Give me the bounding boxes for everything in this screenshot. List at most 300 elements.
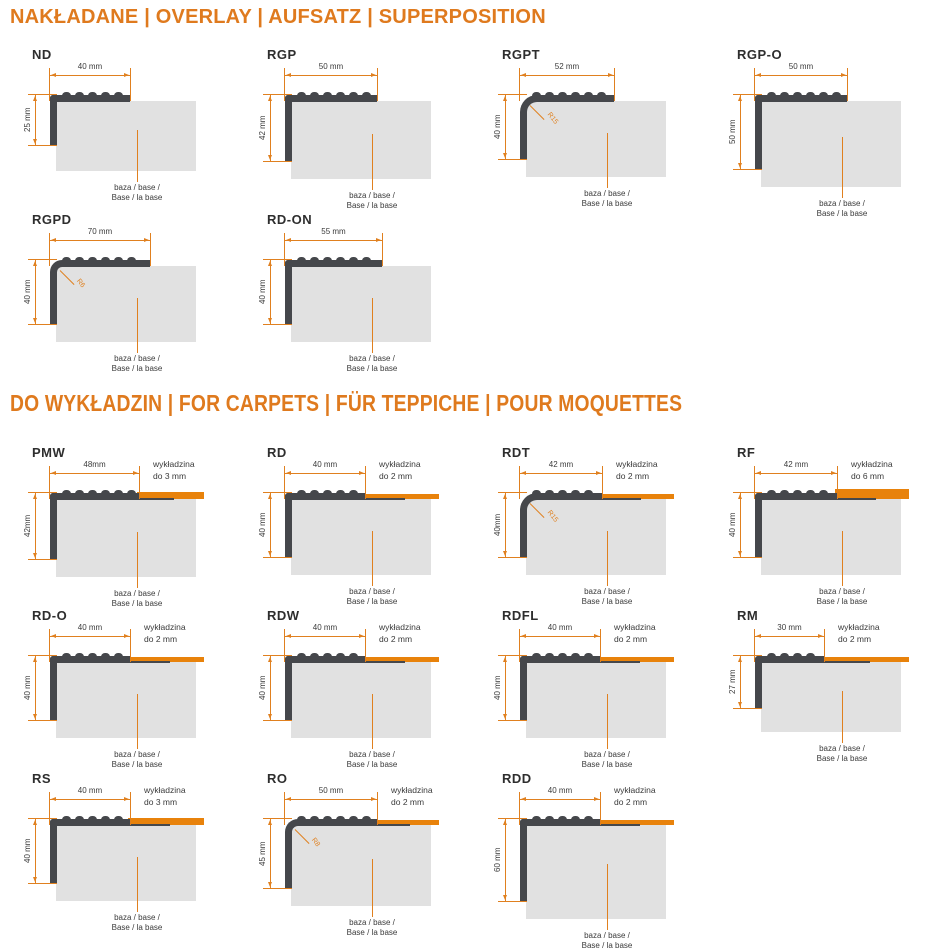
height-arrow-top-icon xyxy=(738,494,742,499)
width-dimension-label: 42 mm xyxy=(548,460,574,469)
profile-rib xyxy=(545,653,554,658)
height-arrow-top-icon xyxy=(268,657,272,662)
base-label xyxy=(324,191,420,212)
profile-rib xyxy=(310,816,319,821)
profile-rib xyxy=(793,92,802,97)
width-arrow-left-icon xyxy=(51,634,56,638)
height-tick-top xyxy=(263,259,292,260)
height-dimension-label: 40 mm xyxy=(23,838,32,864)
carpet-label xyxy=(379,458,421,483)
radius-label: R6 xyxy=(74,277,86,290)
height-dimension-label: 40 mm xyxy=(23,675,32,701)
profile-rib xyxy=(323,490,332,495)
base-label-line2: Base / la base xyxy=(111,364,163,374)
profile-shape xyxy=(520,656,600,720)
base-label-line1: baza / base / xyxy=(114,913,160,922)
profile-rib xyxy=(532,816,541,821)
height-tick-top xyxy=(28,818,57,819)
profile-rib xyxy=(101,653,110,658)
width-dimension-line xyxy=(285,240,382,241)
base-label-line2: Base / la base xyxy=(346,364,398,374)
height-dimension-line xyxy=(35,95,36,145)
width-tick-left xyxy=(49,792,50,825)
height-arrow-bottom-icon xyxy=(268,551,272,556)
carpet-label xyxy=(144,784,186,809)
width-tick-right xyxy=(600,629,601,662)
height-dimension-label: 40 mm xyxy=(258,279,267,305)
carpet-label xyxy=(153,458,195,483)
height-arrow-bottom-icon xyxy=(33,318,37,323)
profile-shape xyxy=(755,95,847,169)
base-label xyxy=(559,750,655,771)
height-dimension-label: 45 mm xyxy=(258,841,267,866)
height-arrow-bottom-icon xyxy=(33,139,37,144)
width-dimension-line xyxy=(285,799,377,800)
profile-rib xyxy=(571,92,580,97)
base-label-line2: Base / la base xyxy=(816,597,868,607)
width-dimension-label: 30 mm xyxy=(777,623,802,632)
height-arrow-bottom-icon xyxy=(503,895,507,900)
width-arrow-left-icon xyxy=(51,797,56,801)
profile-rib xyxy=(558,816,567,821)
profile-name: RDT xyxy=(502,445,531,460)
base-leader-line xyxy=(137,694,138,749)
profile-rib xyxy=(127,257,136,262)
height-tick-bottom xyxy=(28,720,57,721)
profile-rib xyxy=(310,490,319,495)
profile-rib xyxy=(62,816,71,821)
profile-rib xyxy=(532,490,541,495)
width-dimension-label: 70 mm xyxy=(87,227,113,236)
base-label xyxy=(559,931,655,952)
profile-rib xyxy=(806,490,815,495)
carpet-label xyxy=(391,784,433,809)
profile-rib xyxy=(75,92,84,97)
height-arrow-bottom-icon xyxy=(33,877,37,882)
profile-shape xyxy=(520,819,600,901)
height-dimension-line xyxy=(270,260,271,324)
carpet-label xyxy=(838,621,880,646)
radius-label: R15 xyxy=(545,111,560,126)
base-label-line2: Base / la base xyxy=(111,923,163,933)
carpet-label-line1: wykładzina xyxy=(614,622,656,632)
profile-lip xyxy=(600,498,641,500)
base-label xyxy=(324,918,420,939)
profile-rib xyxy=(336,653,345,658)
base-label-line1: baza / base / xyxy=(114,183,160,192)
base-label-line2: Base / la base xyxy=(346,760,398,770)
profile-rib xyxy=(62,490,71,495)
profile-rib xyxy=(297,653,306,658)
width-arrow-left-icon xyxy=(286,238,291,242)
width-arrow-left-icon xyxy=(286,634,291,638)
width-dimension-label: 50 mm xyxy=(318,62,344,71)
carpet-label-line2: do 2 mm xyxy=(614,797,648,808)
height-dimension-label: 40 mm xyxy=(493,114,502,140)
height-dimension-label: 25 mm xyxy=(23,107,32,133)
profile-rib xyxy=(819,92,828,97)
profile-rib xyxy=(310,92,319,97)
base-label xyxy=(794,199,890,220)
height-tick-bottom xyxy=(28,559,57,560)
width-dimension-label: 40 mm xyxy=(312,623,338,632)
base-label-line1: baza / base / xyxy=(114,589,160,598)
carpet-label-line2: do 2 mm xyxy=(391,797,425,808)
height-dimension-line xyxy=(35,260,36,324)
profile-rib xyxy=(336,816,345,821)
profile-rib xyxy=(114,92,123,97)
section-carpets-rows xyxy=(0,441,940,951)
base-label-line2: Base / la base xyxy=(816,209,868,219)
height-arrow-top-icon xyxy=(503,96,507,101)
height-tick-top xyxy=(498,655,527,656)
profile-rib xyxy=(362,92,371,97)
width-tick-right xyxy=(382,233,383,266)
profile-rib xyxy=(297,490,306,495)
width-arrow-left-icon xyxy=(51,471,56,475)
profile-rib xyxy=(793,490,802,495)
profile-lip xyxy=(128,824,170,826)
profile-rib xyxy=(336,257,345,262)
width-tick-left xyxy=(519,792,520,825)
profile-rib xyxy=(545,490,554,495)
profile-row xyxy=(0,208,940,382)
height-tick-bottom xyxy=(28,145,57,146)
profile-rib xyxy=(767,653,776,658)
carpet-label-line1: wykładzina xyxy=(614,785,656,795)
base-label-line1: baza / base / xyxy=(114,750,160,759)
base-label-line1: baza / base / xyxy=(584,189,630,198)
profile-name: RM xyxy=(737,608,759,623)
profile-name: RD xyxy=(267,445,287,460)
profile-lip xyxy=(128,661,170,663)
width-dimension-line xyxy=(755,75,847,76)
height-dimension-label: 40 mm xyxy=(258,675,267,701)
width-dimension-line xyxy=(285,636,365,637)
width-tick-right xyxy=(130,68,131,101)
width-arrow-right-icon xyxy=(376,238,381,242)
height-tick-bottom xyxy=(263,557,292,558)
profile-rib xyxy=(584,653,593,658)
width-tick-left xyxy=(519,466,520,499)
height-arrow-bottom-icon xyxy=(33,714,37,719)
profile-rib xyxy=(114,257,123,262)
width-tick-right xyxy=(602,466,603,499)
height-tick-top xyxy=(28,259,57,260)
profile-name: ND xyxy=(32,47,52,62)
width-dimension-label: 42 mm xyxy=(783,460,809,469)
width-arrow-right-icon xyxy=(133,471,138,475)
height-arrow-top-icon xyxy=(503,820,507,825)
width-arrow-left-icon xyxy=(756,634,761,638)
carpet-label-line2: do 2 mm xyxy=(838,634,872,645)
section-overlay-rows xyxy=(0,43,940,382)
section-title-overlay-text: NAKŁADANE | OVERLAY | AUFSATZ | SUPERPOSITION xyxy=(10,6,546,28)
profile-name: RDFL xyxy=(502,608,539,623)
profile-rib xyxy=(88,816,97,821)
profile-shape xyxy=(285,260,382,324)
width-tick-right xyxy=(600,792,601,825)
profile-lip xyxy=(835,498,876,500)
profile-name: RDD xyxy=(502,771,532,786)
width-arrow-left-icon xyxy=(51,238,56,242)
profile-rib xyxy=(88,490,97,495)
base-label-line1: baza / base / xyxy=(819,744,865,753)
base-label xyxy=(89,589,185,610)
base-label-line2: Base / la base xyxy=(346,928,398,938)
profile-rib xyxy=(558,653,567,658)
height-arrow-top-icon xyxy=(268,820,272,825)
height-arrow-top-icon xyxy=(503,494,507,499)
base-label xyxy=(559,189,655,210)
profile-rib xyxy=(310,653,319,658)
base-label-line1: baza / base / xyxy=(584,750,630,759)
height-arrow-top-icon xyxy=(33,494,37,499)
width-dimension-label: 40 mm xyxy=(312,460,338,469)
radius-label: R8 xyxy=(309,836,321,849)
height-arrow-bottom-icon xyxy=(503,714,507,719)
width-dimension-line xyxy=(285,75,377,76)
height-arrow-top-icon xyxy=(268,494,272,499)
width-arrow-right-icon xyxy=(594,634,599,638)
profile-name: RS xyxy=(32,771,52,786)
profile-rib xyxy=(88,257,97,262)
profile-lip xyxy=(822,661,870,663)
height-dimension-line xyxy=(505,493,506,557)
width-dimension-line xyxy=(755,636,824,637)
height-dimension-line xyxy=(505,656,506,720)
profile-shape xyxy=(285,95,377,161)
carpet-label-line2: do 3 mm xyxy=(153,471,187,482)
height-arrow-bottom-icon xyxy=(503,551,507,556)
height-arrow-top-icon xyxy=(738,657,742,662)
profile-rib xyxy=(806,653,815,658)
width-tick-right xyxy=(614,68,615,101)
height-dimension-label: 40 mm xyxy=(728,512,737,538)
height-tick-bottom xyxy=(263,888,292,889)
base-label xyxy=(89,913,185,934)
base-label-line1: baza / base / xyxy=(349,750,395,759)
profile-lip xyxy=(598,661,640,663)
width-dimension-line xyxy=(520,75,614,76)
base-label-line1: baza / base / xyxy=(584,931,630,940)
height-dimension-line xyxy=(740,493,741,557)
profile-shape xyxy=(520,493,602,557)
carpet-label xyxy=(851,458,893,483)
height-arrow-top-icon xyxy=(33,261,37,266)
height-dimension-label: 42mm xyxy=(23,514,32,538)
width-arrow-left-icon xyxy=(286,471,291,475)
height-tick-top xyxy=(28,94,57,95)
width-arrow-left-icon xyxy=(51,73,56,77)
width-dimension-line xyxy=(285,473,365,474)
profile-name: RO xyxy=(267,771,288,786)
height-arrow-bottom-icon xyxy=(503,153,507,158)
profile-rib xyxy=(832,92,841,97)
base-leader-line xyxy=(607,694,608,749)
height-tick-bottom xyxy=(733,708,762,709)
base-label xyxy=(794,587,890,608)
width-dimension-label: 50 mm xyxy=(318,786,344,795)
width-dimension-line xyxy=(50,636,130,637)
width-tick-left xyxy=(284,629,285,662)
carpet-label-line2: do 2 mm xyxy=(144,634,178,645)
base-label xyxy=(324,354,420,375)
profile-rib xyxy=(584,816,593,821)
width-tick-right xyxy=(847,68,848,101)
profile-rib xyxy=(101,257,110,262)
height-tick-top xyxy=(263,94,292,95)
height-tick-bottom xyxy=(498,557,527,558)
height-arrow-bottom-icon xyxy=(268,714,272,719)
profile-rib xyxy=(297,92,306,97)
height-dimension-line xyxy=(270,656,271,720)
height-tick-top xyxy=(28,492,57,493)
profile-rib xyxy=(780,490,789,495)
base-leader-line xyxy=(137,130,138,182)
profile-rib xyxy=(62,257,71,262)
width-tick-right xyxy=(365,629,366,662)
width-dimension-line xyxy=(755,473,837,474)
width-tick-right xyxy=(139,466,140,499)
profile-rib xyxy=(336,92,345,97)
height-dimension-label: 40mm xyxy=(493,513,502,537)
width-arrow-right-icon xyxy=(359,471,364,475)
profile-name: RGP xyxy=(267,47,297,62)
profile-rib xyxy=(75,653,84,658)
width-dimension-line xyxy=(520,636,600,637)
width-dimension-label: 50 mm xyxy=(788,62,814,71)
height-tick-bottom xyxy=(498,159,527,160)
profile-rib xyxy=(323,92,332,97)
carpet-label-line2: do 2 mm xyxy=(379,634,413,645)
height-dimension-line xyxy=(35,819,36,883)
height-tick-top xyxy=(733,655,762,656)
profile-rib xyxy=(75,257,84,262)
width-dimension-line xyxy=(520,799,600,800)
height-tick-bottom xyxy=(263,720,292,721)
profile-rib xyxy=(336,490,345,495)
profile-name: RDW xyxy=(267,608,300,623)
width-arrow-right-icon xyxy=(608,73,613,77)
base-label-line2: Base / la base xyxy=(346,201,398,211)
profile-rib xyxy=(88,92,97,97)
width-tick-left xyxy=(754,466,755,499)
height-arrow-top-icon xyxy=(268,96,272,101)
profile-shape xyxy=(50,656,130,720)
width-arrow-right-icon xyxy=(124,797,129,801)
base-leader-line xyxy=(842,691,843,743)
profile-row xyxy=(0,767,940,951)
height-tick-bottom xyxy=(263,324,292,325)
profile-rib xyxy=(793,653,802,658)
base-label xyxy=(794,744,890,765)
profile-rib xyxy=(75,816,84,821)
base-label-line2: Base / la base xyxy=(111,193,163,203)
height-arrow-top-icon xyxy=(268,261,272,266)
profile-shape xyxy=(520,95,614,159)
height-tick-top xyxy=(263,492,292,493)
width-arrow-right-icon xyxy=(831,471,836,475)
profile-rib xyxy=(362,257,371,262)
base-label-line2: Base / la base xyxy=(581,760,633,770)
profile-rib xyxy=(310,257,319,262)
profile-rib xyxy=(545,816,554,821)
width-tick-left xyxy=(754,68,755,101)
profile-rib xyxy=(323,816,332,821)
profile-rib xyxy=(101,92,110,97)
height-tick-top xyxy=(498,94,527,95)
height-tick-bottom xyxy=(28,324,57,325)
profile-name: RGPD xyxy=(32,212,72,227)
height-tick-bottom xyxy=(733,169,762,170)
width-dimension-line xyxy=(50,240,150,241)
width-dimension-label: 55 mm xyxy=(321,227,346,236)
profile-shape xyxy=(755,493,837,557)
width-dimension-label: 48mm xyxy=(83,460,106,469)
profile-rib xyxy=(584,92,593,97)
profile-name: RGPT xyxy=(502,47,541,62)
height-dimension-line xyxy=(270,493,271,557)
width-tick-left xyxy=(284,792,285,825)
height-arrow-top-icon xyxy=(33,96,37,101)
width-tick-left xyxy=(519,629,520,662)
profile-name: RD-O xyxy=(32,608,68,623)
carpet-label xyxy=(614,784,656,809)
base-label xyxy=(89,183,185,204)
width-arrow-right-icon xyxy=(596,471,601,475)
width-tick-left xyxy=(754,629,755,662)
profile-rib xyxy=(349,92,358,97)
width-arrow-left-icon xyxy=(756,73,761,77)
profile-rib xyxy=(532,653,541,658)
width-tick-left xyxy=(284,68,285,101)
height-arrow-bottom-icon xyxy=(738,163,742,168)
base-label xyxy=(324,750,420,771)
section-title-carpets-text: DO WYKŁADZIN | FOR CARPETS | FÜR TEPPICHE | POUR MOQUETTES xyxy=(10,390,683,416)
base-label-line1: baza / base / xyxy=(819,199,865,208)
height-arrow-top-icon xyxy=(33,820,37,825)
profile-shape xyxy=(50,260,150,324)
profile-rib xyxy=(571,490,580,495)
width-arrow-right-icon xyxy=(144,238,149,242)
profile-rib xyxy=(323,257,332,262)
profile-rib xyxy=(819,490,828,495)
width-dimension-label: 40 mm xyxy=(77,623,103,632)
width-dimension-label: 40 mm xyxy=(547,623,573,632)
profile-rib xyxy=(532,92,541,97)
profile-rib xyxy=(114,653,123,658)
base-label-line1: baza / base / xyxy=(584,587,630,596)
profile-rib xyxy=(767,490,776,495)
height-tick-top xyxy=(733,492,762,493)
profile-shape xyxy=(50,95,130,145)
width-tick-right xyxy=(150,233,151,266)
width-tick-right xyxy=(837,466,838,499)
base-leader-line xyxy=(607,864,608,930)
width-tick-left xyxy=(284,233,285,266)
width-arrow-right-icon xyxy=(359,634,364,638)
height-dimension-line xyxy=(35,493,36,559)
carpet-label xyxy=(144,621,186,646)
width-dimension-line xyxy=(50,799,130,800)
carpet-label-line1: wykładzina xyxy=(379,622,421,632)
width-arrow-left-icon xyxy=(286,797,291,801)
base-label xyxy=(89,750,185,771)
carpet-label-line2: do 3 mm xyxy=(144,797,178,808)
width-tick-left xyxy=(49,629,50,662)
width-arrow-right-icon xyxy=(124,634,129,638)
